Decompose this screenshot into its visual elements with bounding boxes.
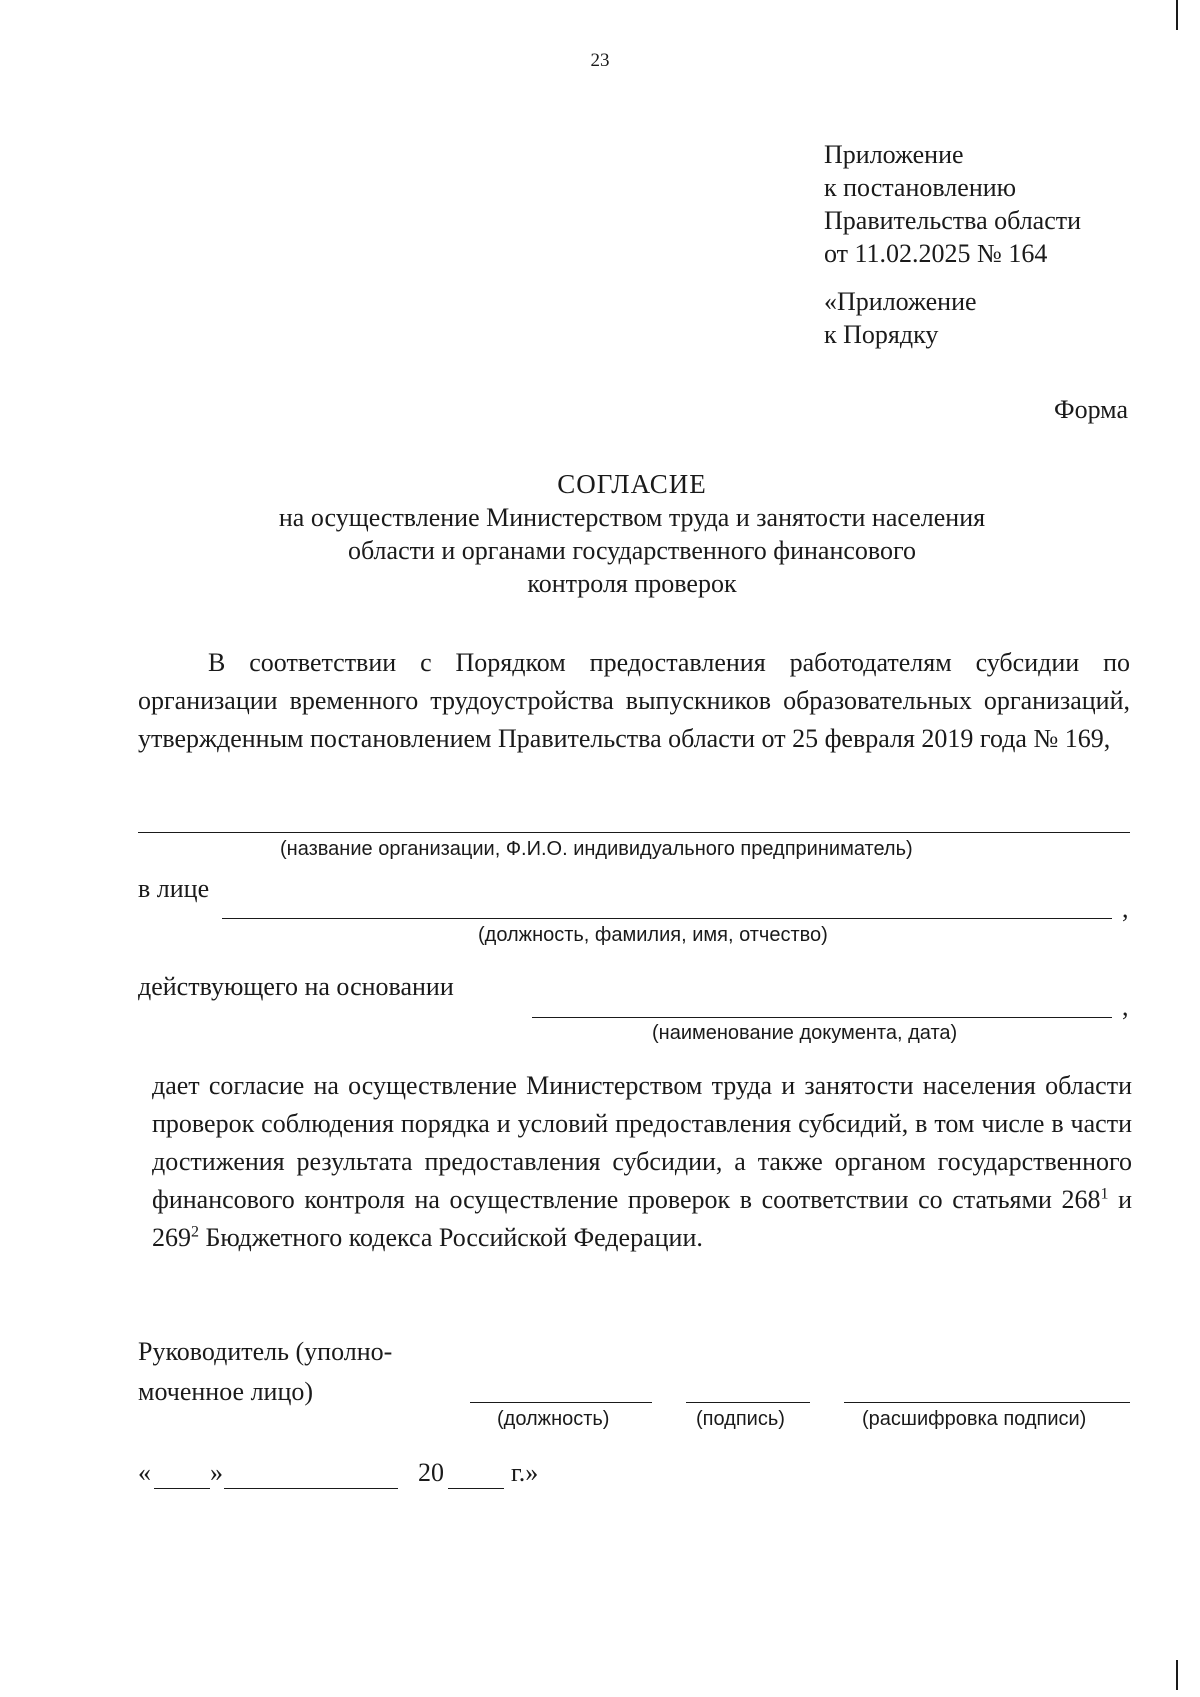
signature-sign-line[interactable] <box>686 1402 810 1403</box>
acting-label: действующего на основании <box>138 972 454 1001</box>
consent-paragraph <box>152 1067 1132 1257</box>
document-title <box>0 468 1200 600</box>
appendix-line: Правительства области <box>824 206 1082 235</box>
date-year-prefix: 20 <box>418 1458 444 1487</box>
date-close-quote: » <box>210 1458 223 1487</box>
appendix-sub-header <box>824 285 977 351</box>
superscript: 1 <box>1100 1185 1109 1203</box>
date-month-line[interactable] <box>224 1488 398 1489</box>
position-caption: (должность, фамилия, имя, отчество) <box>478 924 828 946</box>
appendix-sub-line: к Порядку <box>824 320 939 349</box>
appendix-line: Приложение <box>824 140 964 169</box>
consent-text-3: Бюджетного кодекса Российской Федерации. <box>199 1223 703 1252</box>
scan-edge-mark <box>1176 1660 1178 1690</box>
title-main: СОГЛАСИЕ <box>557 469 707 499</box>
signatory-label <box>138 1332 392 1412</box>
scan-edge-mark <box>1176 0 1178 30</box>
signatory-line: Руководитель (уполно- <box>138 1337 393 1366</box>
date-year-line[interactable] <box>448 1488 504 1489</box>
form-label: Форма <box>1054 395 1128 424</box>
superscript: 2 <box>191 1223 199 1241</box>
position-caption: (должность) <box>497 1408 610 1430</box>
appendix-sub-line: «Приложение <box>824 287 977 316</box>
comma: , <box>1122 894 1129 923</box>
signatory-line: моченное лицо) <box>138 1377 314 1406</box>
document-caption: (наименование документа, дата) <box>652 1022 958 1044</box>
title-line: контроля проверок <box>527 569 737 598</box>
consent-text-2: и 269 <box>152 1185 1132 1252</box>
document-field-line[interactable] <box>532 1017 1112 1018</box>
title-line: на осуществление Министерством труда и занятости населения <box>278 503 986 532</box>
date-suffix: г.» <box>511 1458 539 1487</box>
signature-position-line[interactable] <box>470 1402 652 1403</box>
decode-caption: (расшифровка подписи) <box>862 1408 1087 1430</box>
signature-caption: (подпись) <box>696 1408 785 1430</box>
date-day-line[interactable] <box>154 1488 210 1489</box>
title-line: области и органами государственного финансового <box>347 536 917 565</box>
appendix-header <box>824 138 1081 270</box>
date-open-quote: « <box>138 1458 151 1487</box>
organization-caption: (название организации, Ф.И.О. индивидуального предприниматель) <box>280 838 913 860</box>
intro-text: В соответствии с Порядком предоставления работодателям субсидии по организации временного трудоустройства выпускников образовательных организаций, утвержденным постановлением Правительства области от 25 февраля 2019 года № 169, <box>138 648 1130 753</box>
appendix-line: от 11.02.2025 № 164 <box>824 239 1048 268</box>
intro-paragraph <box>138 644 1130 758</box>
comma: , <box>1122 992 1129 1021</box>
organization-field-line[interactable] <box>138 832 1130 833</box>
consent-text-1: дает согласие на осуществление Министерством труда и занятости населения области проверок соблюдения порядка и условий предоставления субсидий, в том числе в части достижения результата предоставления субсидии, а также органом государственного финансового контроля на осуществление проверок в соответствии со статьями 268 <box>152 1071 1132 1214</box>
appendix-line: к постановлению <box>824 173 1017 202</box>
in-person-label: в лице <box>138 874 210 903</box>
signature-decode-line[interactable] <box>844 1402 1130 1403</box>
position-field-line[interactable] <box>222 918 1112 919</box>
page-number: 23 <box>590 50 610 71</box>
